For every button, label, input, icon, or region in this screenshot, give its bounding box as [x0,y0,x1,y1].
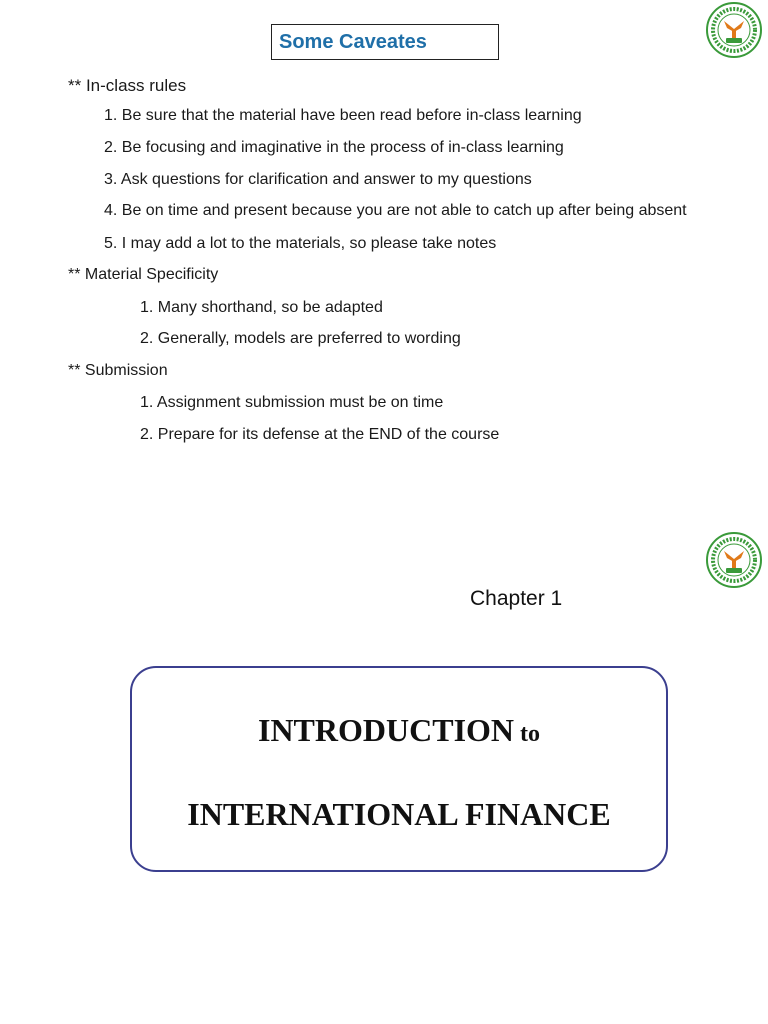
slide-title-box [271,24,499,60]
university-seal-logo-icon [705,1,763,59]
list-item: 2. Prepare for its defense at the END of the course [140,426,500,443]
chapter-title-line-1 [132,712,666,749]
university-seal-logo-icon [705,531,763,589]
list-item: 1. Assignment submission must be on time [140,394,444,411]
chapter-title-to: to [514,721,541,747]
section-heading-in-class-rules: ** In-class rules [68,76,187,95]
list-item: 5. I may add a lot to the materials, so please take notes [104,235,497,252]
slide-title: Some Caveates [279,31,427,53]
list-item: 1. Many shorthand, so be adapted [140,299,383,316]
section-heading-submission: ** Submission [68,362,168,379]
chapter-title-box [130,666,668,872]
chapter-title-main: INTRODUCTION [257,712,515,748]
section-heading-material-specificity: ** Material Specificity [68,266,219,283]
list-item: 3. Ask questions for clarification and answer to my questions [104,171,532,188]
list-item: 2. Generally, models are preferred to wording [140,330,461,347]
chapter-label: Chapter 1 [470,587,563,610]
list-item: 4. Be on time and present because you are not able to catch up after being absent [104,202,687,219]
chapter-title-line-2: INTERNATIONAL FINANCE [187,796,611,832]
slide-chapter-1 [0,512,768,1024]
list-item: 1. Be sure that the material have been read before in-class learning [104,107,582,124]
list-item: 2. Be focusing and imaginative in the process of in-class learning [104,139,564,156]
